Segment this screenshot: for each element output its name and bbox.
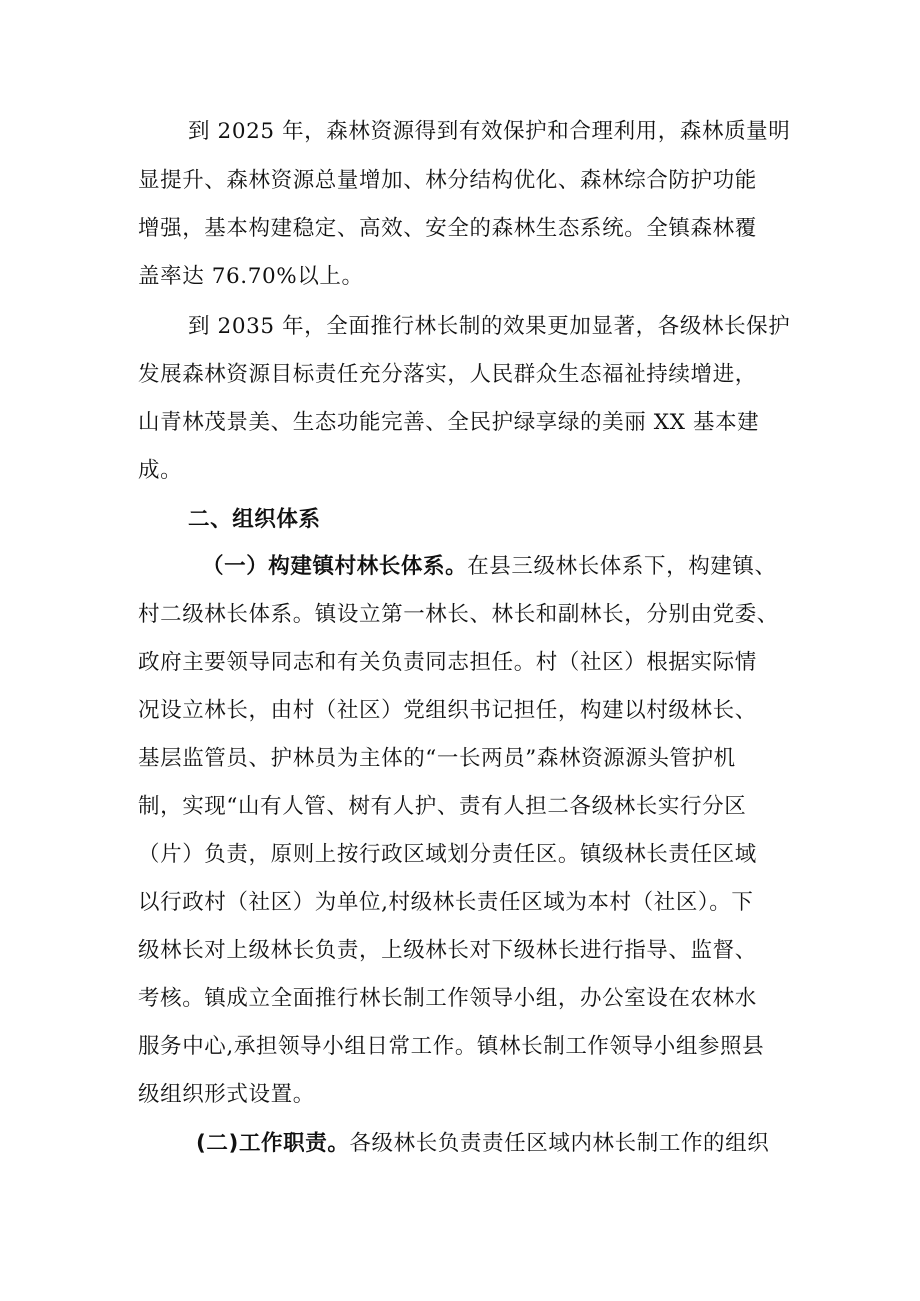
paragraph-1-line-2: 显提升、森林资源总量增加、林分结构优化、森林综合防护功能	[138, 168, 757, 193]
paragraph-2-line-3: 山青林茂景美、生态功能完善、全民护绿享绿的美丽 XX 基本建	[138, 410, 760, 435]
subsection-1-line-2: 村二级林长体系。镇设立第一林长、林长和副林长，分别由党委、	[138, 602, 779, 627]
paragraph-1-line-3: 增强，基本构建稳定、高效、安全的森林生态系统。全镇森林覆	[138, 216, 757, 241]
subsection-1-line-10: 考核。镇成立全面推行林长制工作领导小组，办公室设在农林水	[138, 986, 757, 1011]
subsection-2-first-line-rest: 各级林长负责责任区域内林长制工作的组织	[349, 1131, 770, 1156]
subsection-1-line-5: 基层监管员、护林员为主体的“一长两员”森林资源源头管护机	[138, 746, 736, 771]
subsection-1-line-6: 制，实现“山有人管、树有人护、责有人担二各级林长实行分区	[138, 794, 747, 819]
subsection-1-line-3: 政府主要领导同志和有关负责同志担任。村（社区）根据实际情	[138, 650, 757, 675]
paragraph-2-line-2: 发展森林资源目标责任充分落实，人民群众生态福祉持续增进，	[138, 362, 757, 387]
subsection-1-first-line	[202, 552, 802, 582]
subsection-1-first-line-rest: 在县三级林长体系下，构建镇、	[467, 554, 777, 579]
paragraph-2-line-1: 到 2035 年，全面推行林长制的效果更加显著，各级林长保护	[188, 314, 791, 339]
subsection-1-title: （一）构建镇村林长体系。	[202, 554, 468, 579]
subsection-1-line-9: 级林长对上级林长负责，上级林长对下级林长进行指导、监督、	[138, 938, 757, 963]
subsection-1-line-7: （片）负责，原则上按行政区域划分责任区。镇级林长责任区域	[138, 842, 757, 867]
subsection-1-line-4: 况设立林长，由村（社区）党组织书记担任，构建以村级林长、	[138, 698, 757, 723]
paragraph-2-line-4: 成。	[138, 458, 183, 483]
section-heading: 二、组织体系	[188, 507, 321, 532]
subsection-1-line-8: 以行政村（社区）为单位,村级林长责任区域为本村（社区）。下	[138, 890, 754, 915]
paragraph-1-line-4: 盖率达 76.70%以上。	[138, 264, 364, 289]
subsection-1-line-12: 级组织形式设置。	[138, 1082, 315, 1107]
subsection-1-line-11: 服务中心,承担领导小组日常工作。镇林长制工作领导小组参照县	[138, 1034, 765, 1059]
subsection-2-title: (二)工作职责。	[196, 1131, 350, 1156]
subsection-2-first-line	[196, 1129, 802, 1159]
paragraph-1-line-1: 到 2025 年，森林资源得到有效保护和合理利用，森林质量明	[188, 119, 791, 144]
